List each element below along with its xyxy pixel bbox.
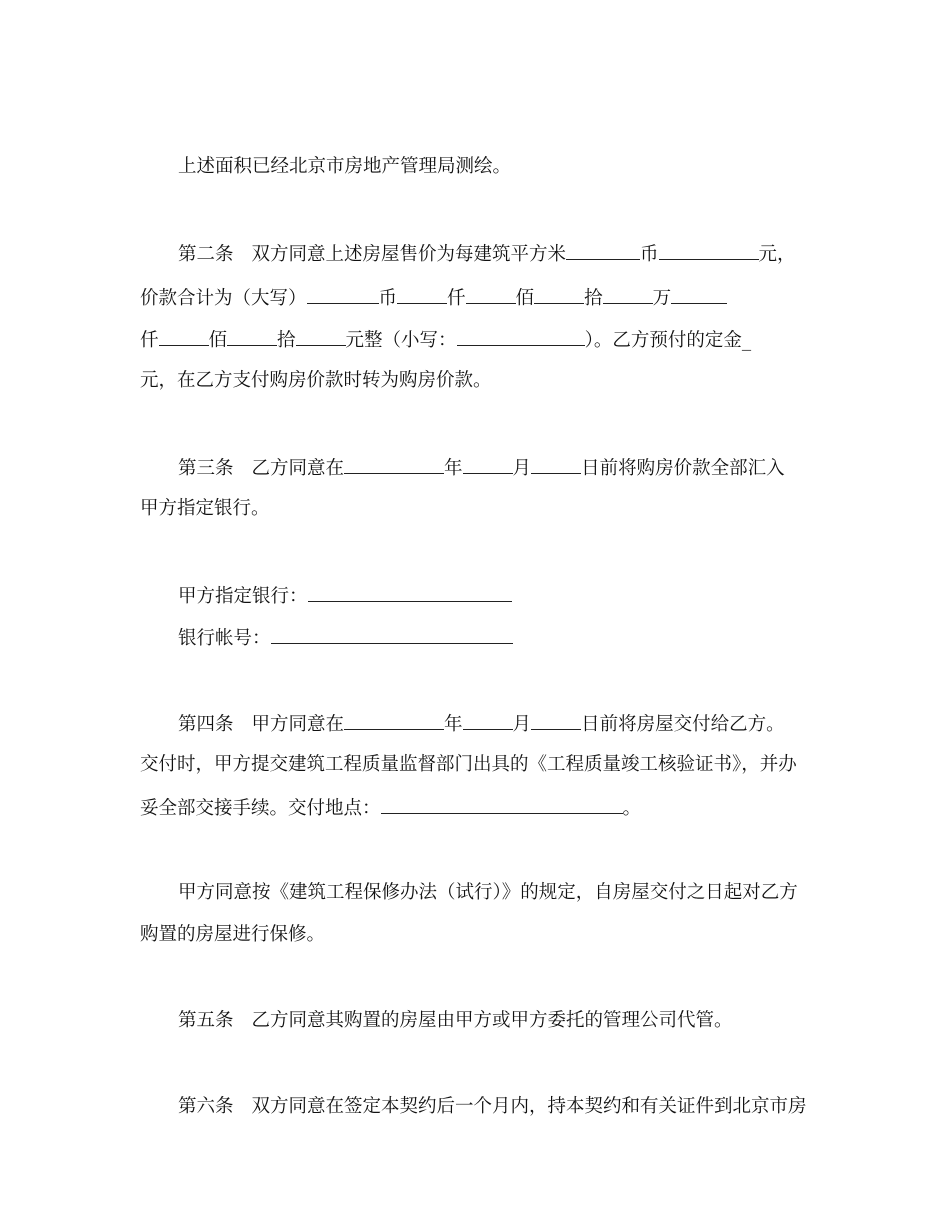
delivery-certificate-text: 交付时，甲方提交建筑工程质量监督部门出具的《工程质量竣工核验证书》，并办 [140,754,797,775]
area-survey-paragraph [178,155,511,179]
deposit-text: 元，在乙方支付购房价款时转为购房价款。 [140,370,492,391]
shi-label-2: 拾 [277,330,296,351]
bai-label-2: 佰 [208,330,228,351]
year-label: 年 [444,458,463,479]
area-survey-text: 上述面积已经北京市房地产管理局测绘。 [178,156,512,177]
article-3-line-2 [140,497,270,521]
article-4-line-2 [140,753,797,777]
yuan-blank[interactable] [296,327,346,346]
currency-label-2: 币 [378,288,398,309]
payment-month-blank[interactable] [463,455,513,474]
article-6-text: 双方同意在签定本契约后一个月内，持本契约和有关证件到北京市房 [251,1096,807,1117]
qian-label: 仟 [447,288,466,309]
unit-price-blank[interactable] [659,241,759,260]
bai-blank[interactable] [466,285,516,304]
qian-label-2: 仟 [140,330,159,351]
shi-blank[interactable] [534,285,584,304]
lowercase-amount-blank[interactable] [457,327,585,346]
article-2-line-4 [140,369,492,393]
wan-blank[interactable] [603,285,653,304]
article-4-label: 第四条 [178,714,234,735]
article-2-line-1 [178,241,796,267]
warranty-text: 甲方同意按《建筑工程保修办法（试行）》的规定，自房屋交付之日起对乙方 [178,882,798,903]
total-price-label: 价款合计为（大写） [140,288,307,309]
bank-account-label: 银行帐号： [178,628,271,649]
article-4-text: 甲方同意在 [251,714,345,735]
payment-year-blank[interactable] [344,455,444,474]
bai-label: 佰 [515,288,535,309]
lowercase-amount-label: 元整（小写： [345,330,457,351]
account-line [178,625,513,651]
delivery-location-blank[interactable] [381,795,623,814]
shi-label: 拾 [584,288,603,309]
article-4-line-1 [178,711,785,737]
bank-line [178,583,512,609]
delivery-day-blank[interactable] [531,711,581,730]
qian-blank[interactable] [397,285,447,304]
payment-deadline-text: 日前将购房价款全部汇入 [581,458,785,479]
article-3-label: 第三条 [178,458,234,479]
article-5-text: 乙方同意其购置的房屋由甲方或甲方委托的管理公司代管。 [251,1010,733,1031]
article-4-line-3 [140,795,641,821]
article-2-text: 双方同意上述房屋售价为每建筑平方米 [251,244,567,265]
designated-bank-text: 甲方指定银行。 [140,498,270,519]
period-mark: 。 [622,798,642,819]
article-6-line [178,1095,807,1119]
article-5-label: 第五条 [178,1010,234,1031]
bank-account-blank[interactable] [271,625,513,644]
year-label-2: 年 [444,714,463,735]
wan-qian-blank[interactable] [671,285,727,304]
month-label-2: 月 [512,714,532,735]
warranty-line-1 [178,881,798,905]
delivery-year-blank[interactable] [344,711,444,730]
article-3-text: 乙方同意在 [251,458,345,479]
delivery-deadline-text: 日前将房屋交付给乙方。 [581,714,785,735]
month-label: 月 [512,458,532,479]
delivery-location-label: 妥全部交接手续。交付地点： [140,798,381,819]
payment-day-blank[interactable] [531,455,581,474]
designated-bank-blank[interactable] [308,583,512,602]
deposit-label: ）。乙方预付的定金_ [584,330,752,351]
warranty-line-2 [140,923,325,947]
article-2-line-3 [140,327,751,353]
delivery-month-blank[interactable] [463,711,513,730]
article-5-line [178,1009,733,1033]
shi-blank-2[interactable] [227,327,277,346]
bai-blank-2[interactable] [159,327,209,346]
article-6-label: 第六条 [178,1096,234,1117]
designated-bank-label: 甲方指定银行： [178,586,308,607]
article-3-line-1 [178,455,785,481]
yuan-label: 元， [758,244,796,265]
currency-blank[interactable] [566,241,640,260]
total-currency-blank[interactable] [307,285,379,304]
article-2-line-2 [140,285,727,311]
warranty-text-2: 购置的房屋进行保修。 [140,924,326,945]
currency-label: 币 [640,244,659,265]
article-2-label: 第二条 [178,244,234,265]
wan-label: 万 [652,288,672,309]
